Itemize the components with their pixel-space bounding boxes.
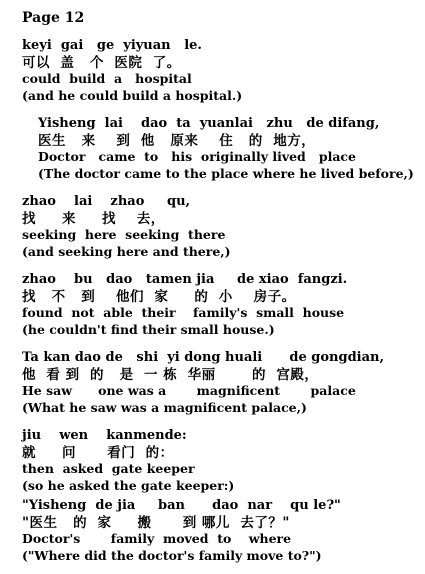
pinyin-line: jiu wen kanmende: <box>22 428 187 443</box>
translation-line: (so he asked the gate keeper:) <box>22 477 235 493</box>
chinese-line: 找 不 到 他们 家 的 小 房子。 <box>22 288 296 305</box>
pinyin-line: zhao bu dao tamen jia de xiao fangzi. <box>22 272 348 287</box>
english-gloss-line: Doctor came to his originally lived place <box>38 149 356 164</box>
chinese-line: 医生 来 到 他 原来 住 的 地方， <box>38 132 316 149</box>
translation-line: (he couldn't find their small house.) <box>22 321 275 337</box>
english-gloss-line: could build a hospital <box>22 71 192 86</box>
pinyin-line: zhao lai zhao qu, <box>22 194 191 209</box>
translation-line: (and he could build a hospital.) <box>22 87 243 103</box>
english-gloss-line: Doctor's family moved to where <box>22 531 292 546</box>
text-block-7 <box>22 498 417 564</box>
chinese-line: 他 看 到 的 是 一 栋 华丽 的 宫殿， <box>22 366 319 383</box>
translation-line: (The doctor came to the place where he lived before,) <box>38 165 414 181</box>
chinese-line: 找 来 找 去， <box>22 210 165 227</box>
translation-line: (What he saw was a magnificent palace,) <box>22 399 307 415</box>
text-block-6 <box>22 428 417 494</box>
page-number: Page 12 <box>22 10 85 26</box>
pinyin-line: keyi gai ge yiyuan le. <box>22 38 202 53</box>
chinese-line: 可以 盖 个 医院 了。 <box>22 54 181 71</box>
text-block-4 <box>22 272 417 338</box>
english-gloss-line: seeking here seeking there <box>22 227 226 242</box>
chinese-line: "医生 的 家 搬 到 哪儿 去了？" <box>22 514 290 531</box>
pinyin-line: Ta kan dao de shi yi dong huali de gongdian, <box>22 350 385 365</box>
english-gloss-line: then asked gate keeper <box>22 461 195 476</box>
english-gloss-line: found not able their family's small house <box>22 305 345 320</box>
translation-line: ("Where did the doctor's family move to?") <box>22 547 322 563</box>
english-gloss-line: He saw one was a magnificent palace <box>22 383 356 398</box>
pinyin-line: "Yisheng de jia ban dao nar qu le?" <box>22 498 341 513</box>
translation-line: (and seeking here and there,) <box>22 243 231 259</box>
text-block-2 <box>38 116 425 182</box>
text-block-1 <box>22 38 417 104</box>
pinyin-line: Yisheng lai dao ta yuanlai zhu de difang, <box>38 116 380 131</box>
text-block-3 <box>22 194 417 260</box>
chinese-line: 就 问 看门 的： <box>22 444 174 461</box>
text-block-5 <box>22 350 417 416</box>
